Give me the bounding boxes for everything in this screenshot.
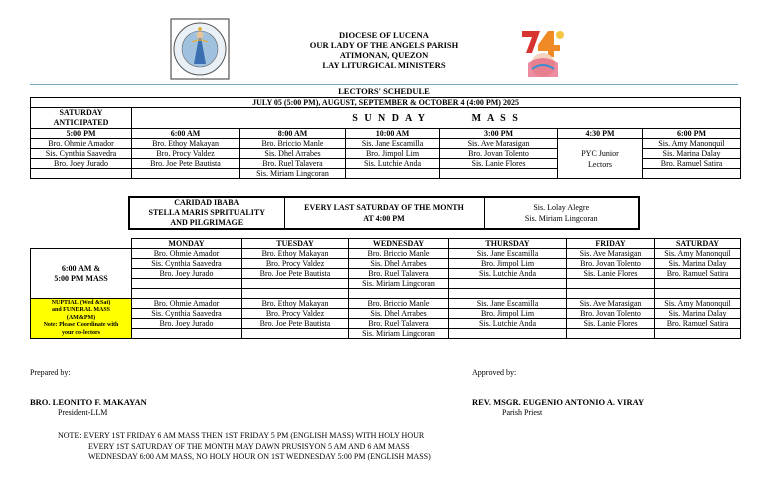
lector-cell: Bro. Ramuel Satira <box>655 269 741 279</box>
blank-corner <box>31 239 132 249</box>
weekday-mass-line2: 5:00 PM MASS <box>54 273 108 283</box>
prepared-by-name: BRO. LEONITO F. MAKAYAN <box>30 397 147 407</box>
lector-cell <box>31 169 132 179</box>
nuptial-line: Note: Please Coordinate with <box>43 322 119 329</box>
caridad-place-cell <box>129 197 284 229</box>
caridad-place: CARIDAD IBABA <box>174 198 240 207</box>
lector-cell: Bro. Briccio Manle <box>349 249 449 259</box>
lector-cell: Bro. Ramuel Satira <box>655 319 741 329</box>
lector-cell: Bro. Jimpol Lim <box>449 309 567 319</box>
header-line-parish: OUR LADY OF THE ANGELS PARISH <box>309 40 459 50</box>
lector-cell <box>242 289 349 299</box>
lector-cell: Sis. Miriam Lingcoran <box>240 169 346 179</box>
lector-cell: Bro. Ethoy Makayan <box>242 299 349 309</box>
lector-cell <box>440 169 558 179</box>
lector-cell: Sis. Dhel Arrabes <box>240 149 346 159</box>
lector-cell: Sis. Amy Manonquil <box>643 139 741 149</box>
lector-cell: Bro. Joey Jurado <box>132 269 242 279</box>
lector-cell <box>643 169 741 179</box>
lector-cell: Bro. Ethoy Makayan <box>242 249 349 259</box>
saturday-label-line1: SATURDAY <box>59 108 103 117</box>
nuptial-line: NUPTIAL (Wed &Sat) <box>51 299 111 306</box>
table-row <box>31 139 741 149</box>
saturday-label-line2: ANTICIPATED <box>53 118 109 127</box>
lector-cell: Sis. Marina Dalay <box>655 259 741 269</box>
lector-cell: Sis. Amy Manonquil <box>655 249 741 259</box>
weekday-mass-line1: 6:00 AM & <box>61 263 101 273</box>
sunday-mass-label: S U N D A Y M A S S <box>132 108 741 129</box>
weekday-mass-label <box>31 249 132 299</box>
lector-cell: Bro. Joe Pete Bautista <box>242 319 349 329</box>
lector-cell: Bro. Ohmie Amador <box>132 249 242 259</box>
lector-cell: Sis. Dhel Arrabes <box>349 259 449 269</box>
lector-cell: Bro. Procy Valdez <box>242 309 349 319</box>
caridad-lector: Sis. Miriam Lingcoran <box>524 214 598 223</box>
lector-cell: Sis. Lanie Flores <box>440 159 558 169</box>
lector-cell <box>655 279 741 289</box>
lector-cell: Sis. Jane Escamilla <box>346 139 440 149</box>
lector-cell: Sis. Cynthia Saavedra <box>132 259 242 269</box>
approved-by-title: Parish Priest <box>502 408 543 417</box>
lector-cell <box>567 329 655 339</box>
lector-cell: Sis. Dhel Arrabes <box>349 309 449 319</box>
lector-cell: Sis. Miriam Lingcoran <box>349 329 449 339</box>
parish-seal-logo <box>170 18 230 80</box>
saturday-anticipated-label <box>31 108 132 129</box>
lector-cell: Bro. Jimpol Lim <box>449 259 567 269</box>
caridad-when-line2: AT 4:00 PM <box>363 214 405 223</box>
table-row <box>31 259 741 269</box>
caridad-lector: Sis. Lolay Alegre <box>533 203 590 212</box>
lector-cell: Sis. Cynthia Saavedra <box>31 149 132 159</box>
lector-cell <box>242 279 349 289</box>
prepared-by-title: President-LLM <box>58 408 108 417</box>
lector-cell <box>567 279 655 289</box>
lector-cell <box>655 329 741 339</box>
day-header: TUESDAY <box>242 239 349 249</box>
lector-cell: Bro. Ohmie Amador <box>31 139 132 149</box>
day-header: THURSDAY <box>449 239 567 249</box>
day-header: SATURDAY <box>655 239 741 249</box>
lector-cell: Sis. Marina Dalay <box>643 149 741 159</box>
day-header: WEDNESDAY <box>349 239 449 249</box>
table-row <box>31 269 741 279</box>
lector-cell: Sis. Jane Escamilla <box>449 299 567 309</box>
day-header: FRIDAY <box>567 239 655 249</box>
time-header: 10:00 AM <box>346 129 440 139</box>
lector-cell <box>346 169 440 179</box>
approved-by-name: REV. MSGR. EUGENIO ANTONIO A. VIRAY <box>472 397 645 407</box>
header-line-diocese: DIOCESE OF LUCENA <box>339 30 429 40</box>
lector-cell: Sis. Lanie Flores <box>567 319 655 329</box>
table-row <box>31 319 741 329</box>
lector-cell: Bro. Joe Pete Bautista <box>132 159 240 169</box>
lector-cell: Bro. Joey Jurado <box>31 159 132 169</box>
lector-cell <box>132 279 242 289</box>
time-header: 8:00 AM <box>240 129 346 139</box>
pyc-line1: PYC Junior <box>581 148 619 158</box>
lector-cell: Bro. Procy Valdez <box>242 259 349 269</box>
lector-cell: Sis. Amy Manonquil <box>655 299 741 309</box>
time-header: 6:00 PM <box>643 129 741 139</box>
schedule-title: LECTORS' SCHEDULE <box>338 86 430 96</box>
lector-cell: Bro. Jimpol Lim <box>346 149 440 159</box>
lector-cell: Bro. Ruel Talavera <box>349 269 449 279</box>
lector-cell: Bro. Jovan Tolento <box>567 309 655 319</box>
lector-cell: Bro. Ramuel Satira <box>643 159 741 169</box>
note-block <box>58 431 431 463</box>
caridad-when-line1: EVERY LAST SATURDAY OF THE MONTH <box>304 203 464 212</box>
lector-cell: Sis. Lutchie Anda <box>346 159 440 169</box>
header-divider <box>30 84 738 85</box>
schedule-period: JULY 05 (5:00 PM), AUGUST, SEPTEMBER & OCTOBER 4 (4:00 PM) 2025 <box>31 98 741 108</box>
lector-cell: Sis. Miriam Lingcoran <box>349 279 449 289</box>
lector-cell: Bro. Ruel Talavera <box>349 319 449 329</box>
header-line-location: ATIMONAN, QUEZON <box>339 50 429 60</box>
table-row <box>31 289 741 299</box>
prepared-by-label: Prepared by: <box>30 368 71 377</box>
nuptial-line: your co-lectors <box>61 329 101 336</box>
lector-cell: Sis. Cynthia Saavedra <box>132 309 242 319</box>
lector-cell: Sis. Lanie Flores <box>567 269 655 279</box>
caridad-schedule <box>284 197 484 229</box>
time-header: 4:30 PM <box>558 129 643 139</box>
lector-cell <box>567 289 655 299</box>
table-row <box>31 249 741 259</box>
lector-cell <box>242 329 349 339</box>
lector-cell <box>449 329 567 339</box>
lector-cell: Bro. Ohmie Amador <box>132 299 242 309</box>
table-row <box>31 299 741 309</box>
caridad-group-line2: AND PILGRIMAGE <box>170 218 244 227</box>
74th-anniversary-logo <box>518 25 568 80</box>
header-line-ministry: LAY LITURGICAL MINISTERS <box>322 60 446 70</box>
lector-cell: Bro. Briccio Manle <box>349 299 449 309</box>
pyc-line2: Lectors <box>588 159 612 169</box>
pyc-junior-lectors <box>558 139 643 179</box>
lector-cell: Bro. Joe Pete Bautista <box>242 269 349 279</box>
day-header: MONDAY <box>132 239 242 249</box>
approved-by-label: Approved by: <box>472 368 517 377</box>
lector-cell: Bro. Jovan Tolento <box>440 149 558 159</box>
lector-cell <box>655 289 741 299</box>
note-line: WEDNESDAY 6:00 AM MASS, NO HOLY HOUR ON 1ST WEDNESDAY 5:00 PM (ENGLISH MASS) <box>88 452 431 461</box>
lector-cell: Bro. Joey Jurado <box>132 319 242 329</box>
lector-cell: Sis. Lutchie Anda <box>449 319 567 329</box>
lector-cell: Sis. Lutchie Anda <box>449 269 567 279</box>
lector-cell: Sis. Ave Marasigan <box>567 299 655 309</box>
caridad-table <box>128 196 640 230</box>
lector-cell <box>132 329 242 339</box>
sunday-schedule-table <box>30 97 741 179</box>
caridad-lectors <box>484 197 639 229</box>
lector-cell: Sis. Marina Dalay <box>655 309 741 319</box>
time-header: 5:00 PM <box>31 129 132 139</box>
caridad-group-line1: STELLA MARIS SPRITUALITY <box>148 208 265 217</box>
lector-cell <box>132 289 242 299</box>
parish-header <box>250 30 518 70</box>
lector-cell <box>349 289 449 299</box>
nuptial-line: (AM&PM) <box>66 314 96 321</box>
time-header: 6:00 AM <box>132 129 240 139</box>
lector-cell: Sis. Jane Escamilla <box>449 249 567 259</box>
weekday-schedule-table <box>30 238 741 339</box>
lector-cell <box>449 289 567 299</box>
lector-cell: Sis. Ave Marasigan <box>567 249 655 259</box>
lector-cell: Bro. Briccio Manle <box>240 139 346 149</box>
time-header: 3:00 PM <box>440 129 558 139</box>
note-line: EVERY 1ST SATURDAY OF THE MONTH MAY DAWN PRUSISYON 5 AM AND 6 AM MASS <box>88 441 410 451</box>
table-row <box>31 309 741 319</box>
note-line: EVERY 1ST FRIDAY 6 AM MASS THEN 1ST FRIDAY 5 PM (ENGLISH MASS) WITH HOLY HOUR <box>83 431 425 440</box>
note-prefix: NOTE: <box>58 431 82 440</box>
lector-cell: Sis. Ave Marasigan <box>440 139 558 149</box>
lector-cell: Bro. Ethoy Makayan <box>132 139 240 149</box>
lector-cell: Bro. Jovan Tolento <box>567 259 655 269</box>
lector-cell <box>449 279 567 289</box>
lector-cell: Bro. Procy Valdez <box>132 149 240 159</box>
lector-cell <box>132 169 240 179</box>
lector-cell: Bro. Ruel Talavera <box>240 159 346 169</box>
nuptial-funeral-label <box>31 299 132 339</box>
nuptial-line: and FUNERAL MASS <box>51 307 110 314</box>
table-row <box>31 279 741 289</box>
table-row <box>31 329 741 339</box>
